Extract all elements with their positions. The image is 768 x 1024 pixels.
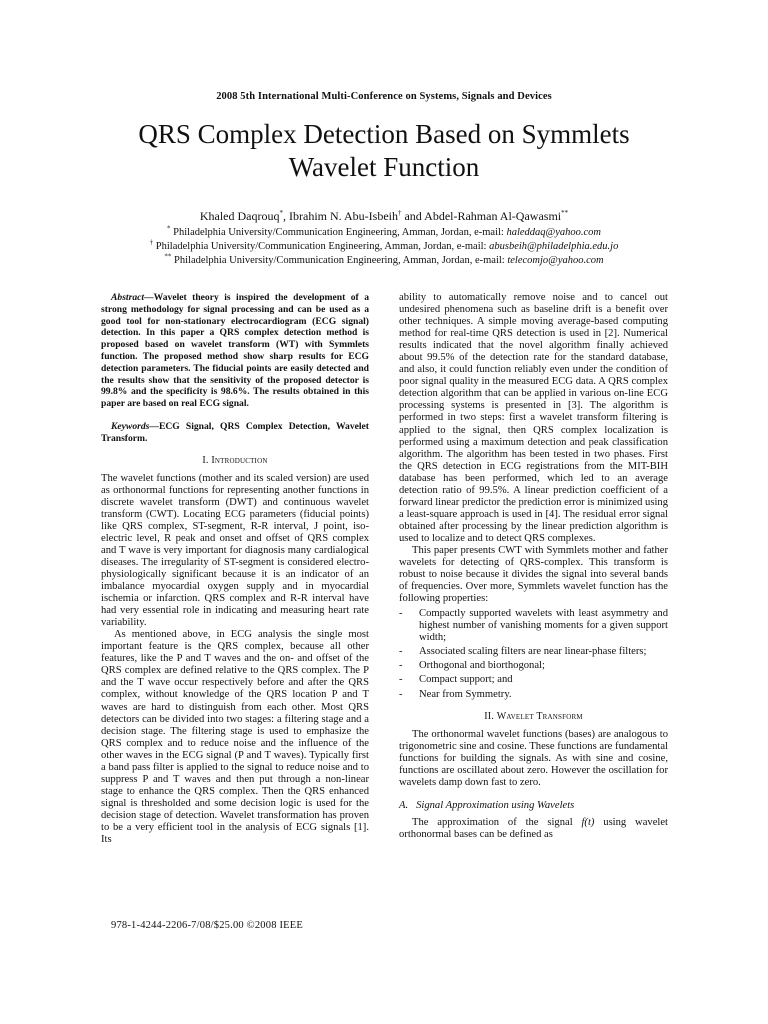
- function-symbol: f(t): [581, 816, 595, 828]
- list-dash: -: [399, 646, 403, 658]
- section-heading-wavelet-transform: [399, 711, 668, 723]
- list-item: [399, 689, 668, 701]
- body-paragraph: This paper presents CWT with Symmlets mother and father wavelets for detecting of QRS-complex. This transform is robust to noise because it divides the signal into several bands of frequencies. Over more, Symmlets wavelet function has the following properties:: [399, 544, 668, 605]
- list-item-text: Near from Symmetry.: [419, 688, 512, 700]
- left-column: [101, 292, 369, 846]
- body-paragraph: The orthonormal wavelet functions (bases) are analogous to trigonometric sine and cosine. These functions are fundamental functions for building the signals. As with sine and cosine, functions are oscillated about zero. However the oscillation for wavelets damp down fast to zero.: [399, 728, 668, 788]
- body-paragraph: The wavelet functions (mother and its scaled version) are used as orthonormal functions for representing another functions in discrete wavelet transform (DWT) and continuous wavelet transform (CWT). Locating ECG parameters (fiducial points) like QRS complex, ST-segment, R-R interval, J point, iso-electric level, R peak and onset and offset of QRS complex and T wave is very important for diagnosis many cardialogical diseases. The irregularity of ST-segment is considered electro-physiologically significant because it is an indicator of an imbalance myocardial oxygen supply and in myocardial ischemia or infarction. QRS complex and R-R interval have had very essential role in indicating and measuring heart rate variability.: [101, 472, 369, 629]
- keywords-text: ECG Signal, QRS Complex Detection, Wavelet Transform.: [101, 420, 369, 444]
- list-dash: -: [399, 660, 403, 672]
- section-title: Introduction: [211, 454, 268, 466]
- list-item-text: Associated scaling filters are near linear-phase filters;: [419, 646, 647, 658]
- title-line-2: Wavelet Function: [288, 152, 480, 182]
- author-mark: **: [561, 209, 569, 217]
- conference-header: 2008 5th International Multi-Conference on Systems, Signals and Devices: [216, 91, 552, 102]
- abstract-label: Abstract—: [111, 292, 154, 303]
- keywords-label: Keywords—: [111, 420, 159, 432]
- body-paragraph: [399, 817, 668, 841]
- affiliation-mark: †: [149, 238, 154, 247]
- section-title: Wavelet Transform: [496, 710, 583, 722]
- keywords: [101, 421, 369, 445]
- paragraph-text: The approximation of the signal: [412, 816, 582, 828]
- abstract-text: Wavelet theory is inspired the development of a strong methodology for signal processing and can be used as a good tool for non-stationary electrocardiogram (ECG signal) detection. In this paper a QRS complex detection method is proposed based on wavelet transform (WT) with Symmlets function. The proposed method show sharp results for ECG detection parameters. The fiducial points are easily detected and the results show that the sensitivity of the proposed detector is 99.8% and the specificity is 98.6%. The results obtained in this paper are based on real ECG signal.: [101, 292, 369, 410]
- author-separator: ,: [283, 209, 289, 223]
- copyright-footer: 978-1-4244-2206-7/08/$25.00 ©2008 IEEE: [111, 920, 304, 931]
- section-number: I.: [202, 454, 212, 466]
- list-item: [399, 660, 668, 672]
- author-separator: and: [401, 209, 425, 223]
- body-paragraph: As mentioned above, in ECG analysis the single most important feature is the QRS complex, because all other features, like the P and T waves and the on- and offset of the QRS complex are defined relative to the QRS complex. The P and the T wave occur respectively before and after the QRS complex, without knowledge of the QRS location P and T waves are hard to distinguish from each other. Most QRS detectors can be divided into two stages: a filtering stage and a decision stage. The filtering stage is used to emphasize the QRS complex and to reduce noise and the influence of the other waves in the ECG signal (P and T waves). Typically first a band pass filter is applied to the signal to reduce noise and to suppress P and T waves and then put through a non-linear stage to enhance the QRS complex. Then the QRS enhanced signal is thresholded and some decision logic is used for the decision stage of detection. Wavelet transformation has proven to be a very efficient tool in the analysis of ECG signals [1]. Its: [101, 629, 369, 846]
- email-link[interactable]: telecomjo@yahoo.com: [507, 255, 604, 266]
- author-list: [0, 209, 768, 224]
- list-item: [399, 674, 668, 686]
- author-name: Khaled Daqrouq: [199, 209, 280, 223]
- author-name: Ibrahim N. Abu-Isbeih: [289, 209, 398, 223]
- affiliation-line: [0, 252, 768, 266]
- body-paragraph: ability to automatically remove noise and to cancel out undesired phenomena such as baseline drift is a benefit over other techniques. A simple moving average-based computing method for real-time QRS detection is used in [2]. Numerical results indicated that the novel algorithm finally achieved about 99.5% of the detection rate for the standard database, and also, it could function reliably even under the condition of poor signal quality in the measured ECG data. A QRS complex detection algorithm that can be applied in various on-line ECG processing systems is presented in [3]. The algorithm is performed in two steps: first a wavelet transform filtering is applied to the signal, then QRS complex localization is performed using a maximum detection and peak classification algorithm. The algorithm has been tested in two phases. First the QRS detection in ECG registrations from the MIT-BIH database has been performed, which led to an average detection ratio of 99.5%. A linear prediction coefficient of a forward linear predictor the prediction error is minimized using a least-square approach is used in [4]. The residual error signal obtained after processing by the linear prediction algorithm is used to localize and to detect QRS complexes.: [399, 292, 668, 544]
- author-mark: †: [397, 209, 402, 217]
- email-link[interactable]: abusbeih@philadelphia.edu.jo: [489, 241, 619, 252]
- email-link[interactable]: haleddaq@yahoo.com: [506, 227, 601, 238]
- list-item-text: Orthogonal and biorthogonal;: [419, 660, 545, 672]
- list-dash: -: [399, 674, 403, 686]
- subsection-heading: [399, 800, 668, 812]
- section-heading-introduction: [101, 455, 369, 467]
- subsection-label: A.: [399, 799, 409, 811]
- abstract: [101, 292, 369, 410]
- list-dash: -: [399, 608, 403, 620]
- list-item: [399, 608, 668, 644]
- title-line-1: QRS Complex Detection Based on Symmlets: [138, 119, 630, 149]
- paragraph-text: using wavelet orthonormal bases can be defined as: [399, 816, 668, 840]
- section-number: II.: [484, 710, 497, 722]
- affiliation-mark: *: [167, 224, 171, 233]
- list-item-text: Compact support; and: [419, 674, 513, 686]
- list-dash: -: [399, 688, 403, 700]
- affiliation-text: Philadelphia University/Communication Engineering, Amman, Jordan, e-mail:: [170, 227, 507, 238]
- symmlets-properties-list: [399, 608, 668, 700]
- list-item: [399, 646, 668, 658]
- affiliation-line: [0, 238, 768, 252]
- paper-title: [60, 118, 708, 184]
- author-name: Abdel-Rahman Al-Qawasmi: [424, 209, 562, 223]
- author-mark: *: [279, 209, 283, 217]
- affiliation-line: [0, 224, 768, 238]
- affiliation-mark: **: [164, 252, 172, 261]
- right-column: [399, 292, 668, 841]
- subsection-title: Signal Approximation using Wavelets: [416, 799, 575, 811]
- affiliation-text: Philadelphia University/Communication Engineering, Amman, Jordan, e-mail:: [171, 255, 508, 266]
- list-item-text: Compactly supported wavelets with least asymmetry and highest number of vanishing moments for a given support width;: [419, 608, 668, 644]
- affiliation-text: Philadelphia University/Communication Engineering, Amman, Jordan, e-mail:: [153, 241, 490, 252]
